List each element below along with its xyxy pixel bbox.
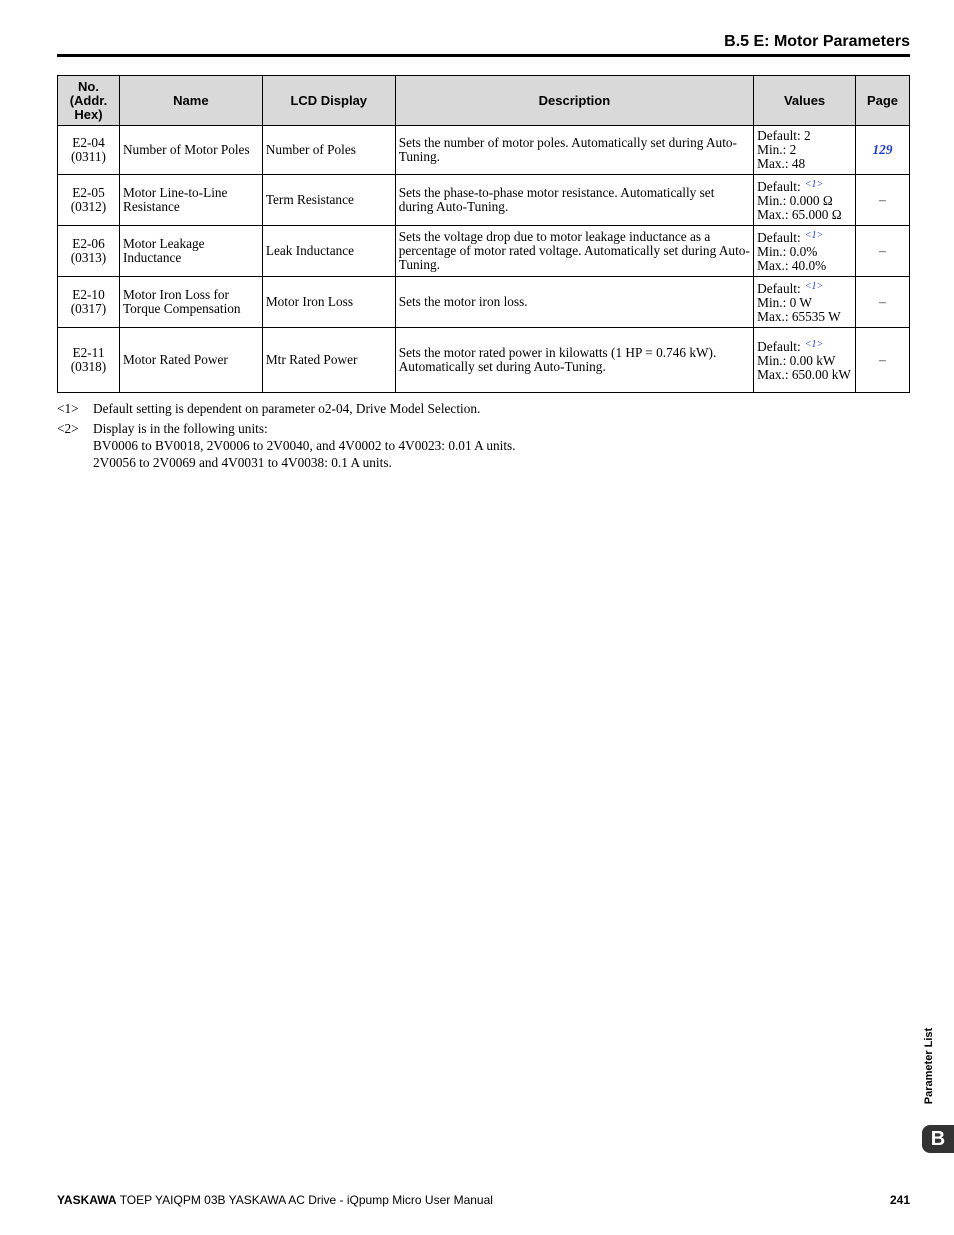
cell-values: Default: $^{<1>}$ Min.: 0.00 kW Max.: 650.00 kW	[754, 328, 856, 393]
cell-name: Motor Iron Loss for Torque Compensation	[119, 277, 262, 328]
table-row	[58, 175, 910, 226]
section-title: B.5 E: Motor Parameters	[724, 33, 910, 50]
page-footer	[57, 1193, 910, 1207]
page-link[interactable]: 129	[872, 142, 893, 157]
footnote-ref-link[interactable]: <1>	[804, 179, 824, 190]
side-section-label: Parameter List	[923, 1027, 935, 1105]
header-values: Values	[754, 76, 856, 126]
cell-name: Number of Motor Poles	[119, 126, 262, 175]
cell-name: Motor Rated Power	[119, 328, 262, 393]
cell-description: Sets the motor iron loss.	[395, 277, 753, 328]
header-description: Description	[395, 76, 753, 126]
cell-no: E2-11 (0318)	[58, 328, 120, 393]
header-page: Page	[856, 76, 910, 126]
cell-description: Sets the motor rated power in kilowatts (1 HP = 0.746 kW). Automatically set during Auto-Tuning.	[395, 328, 753, 393]
cell-page[interactable]	[856, 126, 910, 175]
cell-lcd: Number of Poles	[262, 126, 395, 175]
footer-brand: YASKAWA	[57, 1193, 117, 1207]
table-row	[58, 226, 910, 277]
cell-lcd: Term Resistance	[262, 175, 395, 226]
table-row	[58, 277, 910, 328]
footnotes	[57, 400, 516, 471]
cell-description: Sets the number of motor poles. Automatically set during Auto-Tuning.	[395, 126, 753, 175]
cell-page: –	[856, 328, 910, 393]
appendix-tab: B	[922, 1125, 954, 1153]
cell-lcd: Motor Iron Loss	[262, 277, 395, 328]
cell-description: Sets the voltage drop due to motor leakage inductance as a percentage of motor rated voltage. Automatically set during Auto-Tuning.	[395, 226, 753, 277]
footnote-ref-link[interactable]: <1>	[804, 230, 824, 241]
parameter-table	[57, 75, 910, 393]
table-row	[58, 328, 910, 393]
header-no: No. (Addr. Hex)	[58, 76, 120, 126]
header-name: Name	[119, 76, 262, 126]
cell-page: –	[856, 226, 910, 277]
footnote-ref-link[interactable]: <1>	[804, 339, 824, 350]
table-header-row	[58, 76, 910, 126]
cell-page: –	[856, 277, 910, 328]
cell-description: Sets the phase-to-phase motor resistance. Automatically set during Auto-Tuning.	[395, 175, 753, 226]
cell-name: Motor Leakage Inductance	[119, 226, 262, 277]
cell-lcd: Mtr Rated Power	[262, 328, 395, 393]
cell-values: Default: $^{<1>}$ Min.: 0.0% Max.: 40.0%	[754, 226, 856, 277]
footer-doc-title: YASKAWA TOEP YAIQPM 03B YASKAWA AC Drive - iQpump Micro User Manual	[57, 1193, 493, 1207]
table-row	[58, 126, 910, 175]
cell-no: E2-06 (0313)	[58, 226, 120, 277]
cell-values: Default: $^{<1>}$ Min.: 0.000 Ω Max.: 65.000 Ω	[754, 175, 856, 226]
cell-no: E2-04 (0311)	[58, 126, 120, 175]
header-rule	[57, 54, 910, 57]
header-lcd-display: LCD Display	[262, 76, 395, 126]
footnote-ref-link[interactable]: <1>	[804, 281, 824, 292]
cell-no: E2-05 (0312)	[58, 175, 120, 226]
footnote-2: <2> Display is in the following units: BV0006 to BV0018, 2V0006 to 2V0040, and 4V0002 to 4V0023: 0.01 A units. 2V0056 to 2V0069 and 4V0031 to 4V0038: 0.1 A units.	[57, 421, 516, 470]
cell-values: Default: 2 Min.: 2 Max.: 48	[754, 126, 856, 175]
cell-no: E2-10 (0317)	[58, 277, 120, 328]
cell-page: –	[856, 175, 910, 226]
cell-name: Motor Line-to-Line Resistance	[119, 175, 262, 226]
page-number: 241	[889, 1193, 910, 1207]
footnote-1: <1> Default setting is dependent on parameter o2-04, Drive Model Selection.	[57, 401, 481, 416]
cell-values: Default: $^{<1>}$ Min.: 0 W Max.: 65535 W	[754, 277, 856, 328]
cell-lcd: Leak Inductance	[262, 226, 395, 277]
